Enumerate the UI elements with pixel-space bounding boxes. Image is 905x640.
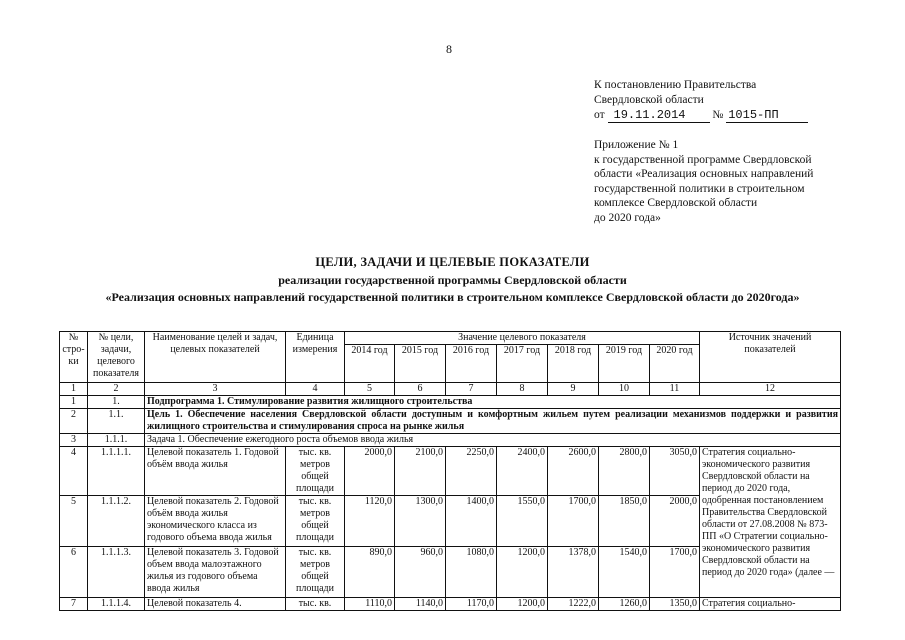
header-unit: Единица измерения [286,332,345,383]
from-label: от [594,109,605,121]
column-number: 1 [60,383,88,396]
indicator-unit: тыс. кв. метров общей площади [286,496,345,547]
document-subtitle: реализации государственной программы Свердловской области [278,273,627,287]
column-number: 11 [650,383,700,396]
header-year: 2018 год [548,345,599,383]
header-name: Наименование целей и задач, целевых показателей [145,332,286,383]
header-values-group: Значение целевого показателя [345,332,700,345]
annex-line: комплексе Свердловской области [594,197,758,209]
column-number: 6 [395,383,446,396]
column-number: 10 [599,383,650,396]
header-year: 2017 год [497,345,548,383]
value-cell: 1080,0 [446,547,497,598]
annex-block [594,138,854,225]
table-row [60,447,841,496]
row-number: 4 [60,447,88,496]
annex-line: государственной политики в строительном [594,182,805,195]
indicator-unit: тыс. кв. метров общей площади [286,447,345,496]
value-cell: 2800,0 [599,447,650,496]
header-code: № цели, задачи, целевого показателя [88,332,145,383]
column-number: 4 [286,383,345,396]
annex-title: Приложение № 1 [594,139,679,151]
approval-line-1: К постановлению Правительства [594,79,757,91]
header-year: 2020 год [650,345,700,383]
document-title: ЦЕЛИ, ЗАДАЧИ И ЦЕЛЕВЫЕ ПОКАЗАТЕЛИ [315,255,590,269]
approval-line-2: Свердловской области [594,94,704,106]
indicator-name: Целевой показатель 3. Годовой объем ввода малоэтажного жилья из годового объема ввода жилья [145,547,286,598]
annex-line: к государственной программе Свердловской [594,153,812,166]
value-cell: 1200,0 [497,598,548,611]
indicator-source: Стратегия социально-экономического развития Свердловской области на период до 2020 года, одобренная постановлением Правительства Свердловской области от 27.08.2008 № 873-ПП «О Стратегии социально-экономического развития Свердловской области на период до 2020 года» (далее — [700,447,841,598]
value-cell: 1378,0 [548,547,599,598]
column-number: 7 [446,383,497,396]
table-header-row [60,332,841,345]
row-number: 5 [60,496,88,547]
value-cell: 1120,0 [345,496,395,547]
approval-date-line [594,108,808,123]
value-cell: 2000,0 [650,496,700,547]
value-cell: 2250,0 [446,447,497,496]
column-number: 9 [548,383,599,396]
decree-date: 19.11.2014 [608,109,710,123]
value-cell: 1400,0 [446,496,497,547]
row-number: 2 [60,409,88,434]
indicators-table [59,331,841,611]
value-cell: 1222,0 [548,598,599,611]
value-cell: 1170,0 [446,598,497,611]
column-numbers-row [60,383,841,396]
column-number: 2 [88,383,145,396]
row-code: 1.1.1.2. [88,496,145,547]
value-cell: 1260,0 [599,598,650,611]
value-cell: 2600,0 [548,447,599,496]
column-number: 5 [345,383,395,396]
column-number: 8 [497,383,548,396]
row-code: 1.1.1.4. [88,598,145,611]
value-cell: 1140,0 [395,598,446,611]
header-year: 2015 год [395,345,446,383]
row-code: 1.1.1. [88,434,145,447]
program-name: «Реализация основных направлений государственной политики в строительном комплексе Свердловской области до 2020года» [105,290,800,304]
indicator-name: Целевой показатель 4. [145,598,286,611]
goal-title: Цель 1. Обеспечение населения Свердловской области доступным и комфортным жильем путем реализации механизмов поддержки и развития жилищного строительства и стимулирования спроса на рынке жилья [145,409,841,434]
value-cell: 1700,0 [548,496,599,547]
header-row-number: № стро-ки [60,332,88,383]
number-label: № [712,109,724,121]
value-cell: 2100,0 [395,447,446,496]
row-number: 1 [60,396,88,409]
indicator-unit: тыс. кв. метров общей площади [286,547,345,598]
annex-line: до 2020 года» [594,211,661,224]
value-cell: 3050,0 [650,447,700,496]
value-cell: 1350,0 [650,598,700,611]
indicator-name: Целевой показатель 1. Годовой объём ввода жилья [145,447,286,496]
section-row [60,396,841,409]
value-cell: 1700,0 [650,547,700,598]
column-number: 12 [700,383,841,396]
value-cell: 960,0 [395,547,446,598]
indicator-name: Целевой показатель 2. Годовой объём ввода жилья экономического класса из годового объема ввода жилья [145,496,286,547]
row-code: 1.1.1.1. [88,447,145,496]
task-title: Задача 1. Обеспечение ежегодного роста объемов ввода жилья [145,434,841,447]
value-cell: 1110,0 [345,598,395,611]
row-code: 1. [88,396,145,409]
subprogram-title: Подпрограмма 1. Стимулирование развития жилищного строительства [145,396,841,409]
value-cell: 1540,0 [599,547,650,598]
row-code: 1.1.1.3. [88,547,145,598]
value-cell: 1850,0 [599,496,650,547]
value-cell: 1200,0 [497,547,548,598]
column-number: 3 [145,383,286,396]
row-number: 7 [60,598,88,611]
annex-line: области «Реализация основных направлений [594,168,814,180]
value-cell: 1300,0 [395,496,446,547]
document-title-block [0,255,905,305]
value-cell: 890,0 [345,547,395,598]
value-cell: 2000,0 [345,447,395,496]
header-year: 2019 год [599,345,650,383]
table-row [60,598,841,611]
approval-block [594,78,808,123]
value-cell: 1550,0 [497,496,548,547]
section-row [60,434,841,447]
row-number: 6 [60,547,88,598]
row-code: 1.1. [88,409,145,434]
header-source: Источник значений показателей [700,332,841,383]
page-number: 8 [446,42,452,56]
section-row [60,409,841,434]
decree-number: 1015-ПП [726,109,808,123]
indicator-unit: тыс. кв. [286,598,345,611]
row-number: 3 [60,434,88,447]
value-cell: 2400,0 [497,447,548,496]
indicator-source: Стратегия социально- [700,598,841,611]
header-year: 2014 год [345,345,395,383]
header-year: 2016 год [446,345,497,383]
